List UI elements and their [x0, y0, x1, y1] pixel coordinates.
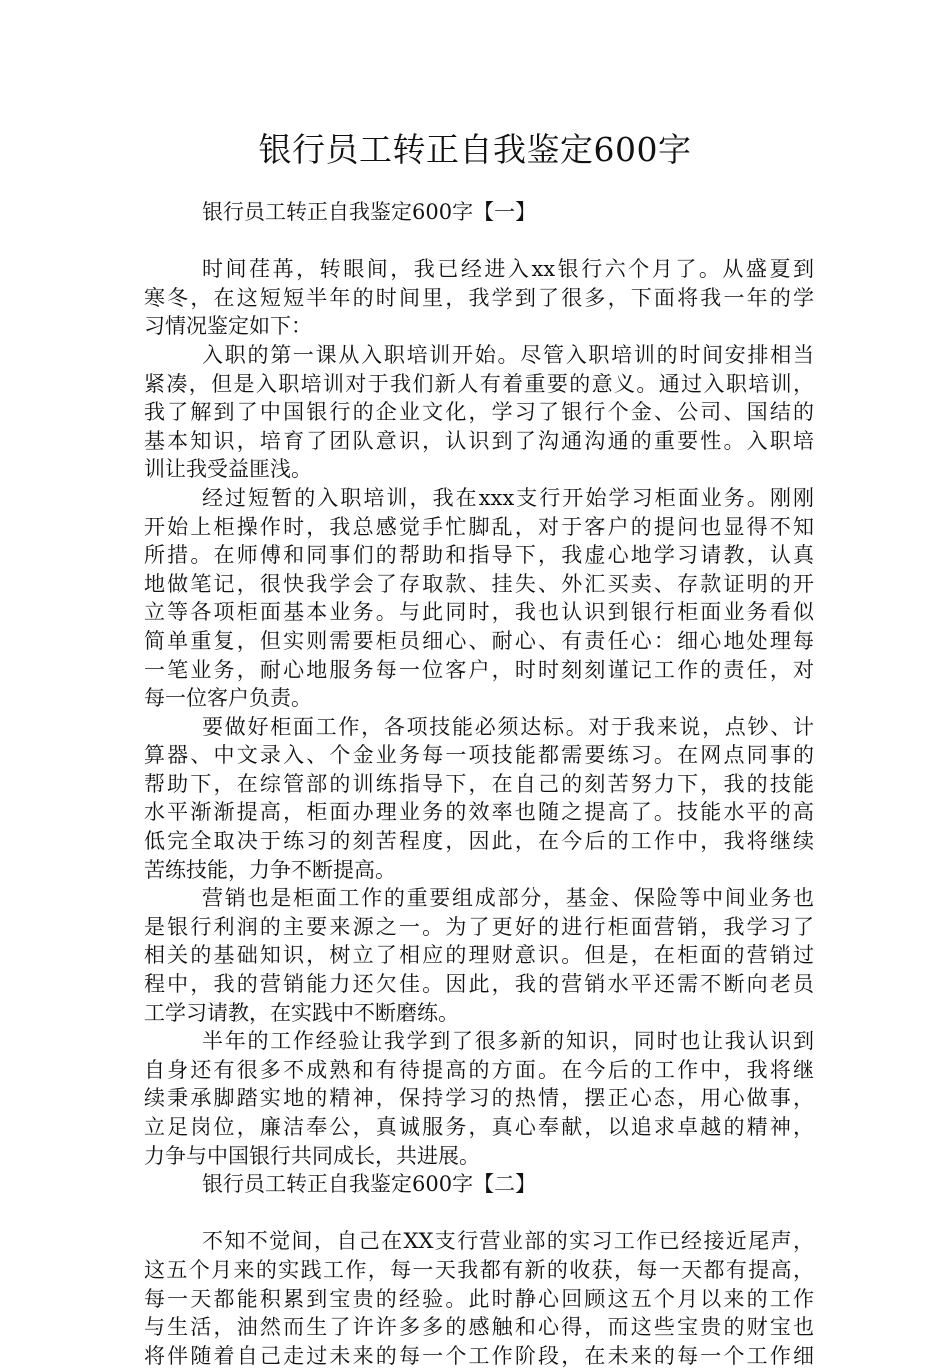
text-line: 水平渐渐提高，柜面办理业务的效率也随之提高了。技能水平的高: [144, 800, 814, 825]
text-line: 入职的第一课从入职培训开始。尽管入职培训的时间安排相当: [202, 342, 814, 367]
text-line: 程中，我的营销能力还欠佳。因此，我的营销水平还需不断向老员: [144, 972, 814, 997]
text-line: 不知不觉间，自己在XX支行营业部的实习工作已经接近尾声，: [202, 1229, 814, 1254]
text-line: 帮助下，在综管部的训练指导下，在自己的刻苦努力下，我的技能: [144, 771, 814, 796]
text-line: 每一位客户负责。: [144, 686, 312, 711]
text-line: 低完全取决于练习的刻苦程度，因此，在今后的工作中，我将继续: [144, 829, 814, 854]
text-line: 力争与中国银行共同成长，共进展。: [144, 1143, 480, 1168]
paragraph: [144, 1227, 814, 1370]
text-line: 苦练技能，力争不断提高。: [144, 857, 396, 882]
text-line: 经过短暂的入职培训，我在xxx支行开始学习柜面业务。刚刚: [202, 485, 814, 510]
text-line: 半年的工作经验让我学到了很多新的知识，同时也让我认识到: [202, 1029, 814, 1054]
text-line: 相关的基础知识，树立了相应的理财意识。但是，在柜面的营销过: [144, 943, 814, 968]
blank-line: [144, 1199, 814, 1228]
text-line: 寒冬，在这短短半年的时间里，我学到了很多，下面将我一年的学: [144, 285, 814, 310]
text-line: 算器、中文录入、个金业务每一项技能都需要练习。在网点同事的: [144, 743, 814, 768]
text-line: 训让我受益匪浅。: [144, 457, 312, 482]
paragraph: [144, 884, 814, 1027]
document-body: [144, 198, 814, 1370]
text-line: 一笔业务，耐心地服务每一位客户，时时刻刻谨记工作的责任，对: [144, 657, 814, 682]
paragraph: [144, 341, 814, 484]
paragraph: [144, 255, 814, 341]
text-line: 地做笔记，很快我学会了存取款、挂失、外汇买卖、存款证明的开: [144, 571, 814, 596]
text-line: 紧凑，但是入职培训对于我们新人有着重要的意义。通过入职培训，: [144, 371, 814, 396]
blank-line: [144, 227, 814, 256]
text-line: 我了解到了中国银行的企业文化，学习了银行个金、公司、国结的: [144, 400, 814, 425]
text-line: 开始上柜操作时，我总感觉手忙脚乱，对于客户的提问也显得不知: [144, 514, 814, 539]
text-line: 要做好柜面工作，各项技能必须达标。对于我来说，点钞、计: [202, 714, 814, 739]
text-line: 是银行利润的主要来源之一。为了更好的进行柜面营销，我学习了: [144, 914, 814, 939]
text-line: 立足岗位，廉洁奉公，真诚服务，真心奉献，以追求卓越的精神，: [144, 1115, 814, 1139]
text-line: 与生活，油然而生了许许多多的感触和心得，而这些宝贵的财宝也: [144, 1315, 814, 1340]
text-line: 续秉承脚踏实地的精神，保持学习的热情，摆正心态，用心做事，: [144, 1086, 814, 1111]
text-line: 基本知识，培育了团队意识，认识到了沟通沟通的重要性。入职培: [144, 428, 814, 453]
section-heading: 银行员工转正自我鉴定600字【二】: [202, 1172, 537, 1197]
text-line: 将伴随着自己走过未来的每一个工作阶段，在未来的每一个工作细: [144, 1343, 814, 1368]
paragraph: [144, 1027, 814, 1170]
text-line: 营销也是柜面工作的重要组成部分，基金、保险等中间业务也: [202, 886, 814, 911]
text-line: 这五个月来的实践工作，每一天我都有新的收获，每一天都有提高，: [144, 1257, 814, 1282]
text-line: 简单重复，但实则需要柜员细心、耐心、有责任心：细心地处理每: [144, 628, 814, 653]
paragraph: [144, 713, 814, 885]
section-heading: 银行员工转正自我鉴定600字【一】: [202, 200, 537, 224]
text-line: 时间荏苒，转眼间，我已经进入xx银行六个月了。从盛夏到: [202, 257, 814, 282]
document-title: 银行员工转正自我鉴定600字: [258, 130, 692, 169]
text-line: 工学习请教，在实践中不断磨练。: [144, 1000, 459, 1025]
text-line: 所措。在师傅和同事们的帮助和指导下，我虚心地学习请教，认真: [144, 543, 814, 568]
paragraph: [144, 484, 814, 713]
text-line: 每一天都能积累到宝贵的经验。此时静心回顾这五个月以来的工作: [144, 1286, 814, 1311]
text-line: 立等各项柜面基本业务。与此同时，我也认识到银行柜面业务看似: [144, 600, 814, 625]
text-line: 自身还有很多不成熟和有待提高的方面。在今后的工作中，我将继: [144, 1057, 814, 1082]
text-line: 习情况鉴定如下：: [144, 314, 312, 339]
